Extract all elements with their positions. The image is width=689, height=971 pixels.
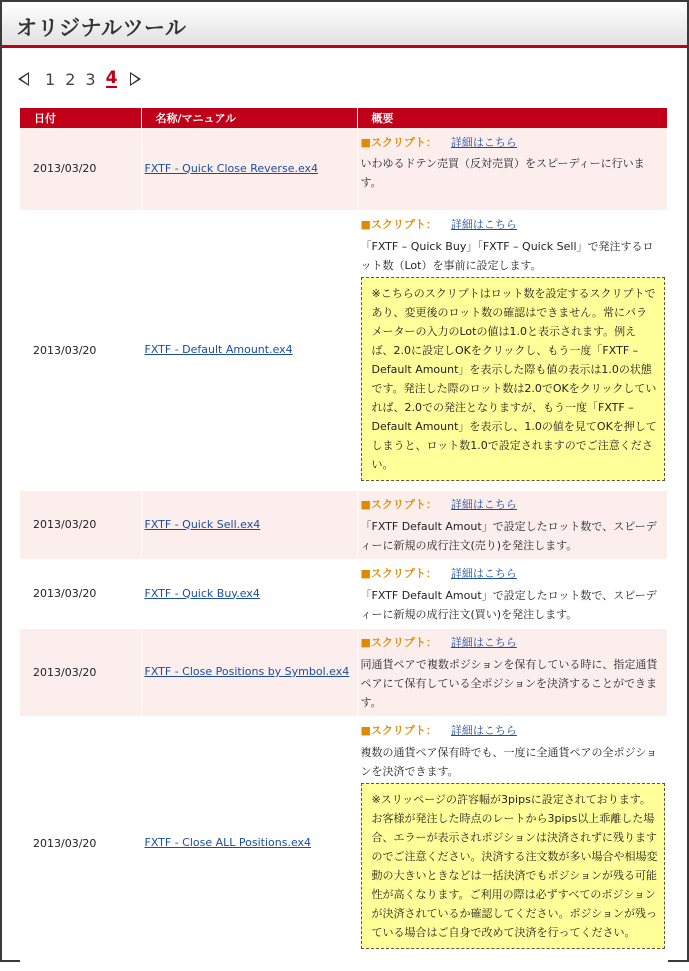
detail-link[interactable]: 詳細はこちら <box>450 636 517 649</box>
page-title: オリジナルツール <box>16 16 187 40</box>
row-date: 2013/03/20 <box>20 210 141 490</box>
pagination <box>18 68 141 90</box>
row-date: 2013/03/20 <box>20 559 141 628</box>
header-name: 名称/マニュアル <box>141 108 357 128</box>
detail-link[interactable]: 詳細はこちら <box>450 498 517 511</box>
page-link-1[interactable]: 1 <box>45 69 56 89</box>
row-date: 2013/03/20 <box>20 628 141 716</box>
current-page: 4 <box>105 68 118 88</box>
row-date: 2013/03/20 <box>20 490 141 559</box>
tool-name-link[interactable]: FXTF - Close Positions by Symbol.ex4 <box>144 665 350 678</box>
row-date: 2013/03/20 <box>20 716 141 970</box>
page-header <box>2 2 687 48</box>
script-label: ■スクリプト： <box>360 135 437 149</box>
row-description: 「FXTF – Quick Buy」「FXTF – Quick Sell」で発注するロット数（Lot）を事前に設定します。 <box>360 239 654 272</box>
detail-link[interactable]: 詳細はこちら <box>450 724 517 737</box>
row-summary <box>357 559 667 628</box>
caution-note: ※スリッページの許容幅が3pipsに設定されております。お客様が発注した時点のレートから3pips以上乖離した場合、エラーが表示されポジションは決済されずに残りますのでご注意ください。決済する注文数が多い場合や相場変動の大きいときなどは一括決済でもポジションが残る可能性が高くなります。ご利用の際は必ずすべてのポジションが決済されているか確認してください。ポジションが残っている場合はご自身で改めて決済を行ってください。 <box>361 783 665 949</box>
detail-link[interactable]: 詳細はこちら <box>450 218 517 231</box>
script-label: ■スクリプト： <box>360 218 437 231</box>
prev-page-icon[interactable] <box>18 72 29 86</box>
header-summary: 概要 <box>357 108 667 128</box>
page-link-2[interactable]: 2 <box>65 69 76 89</box>
table-row <box>20 716 667 970</box>
tool-name-link[interactable]: FXTF - Quick Sell.ex4 <box>144 517 261 531</box>
row-description: 「FXTF Default Amout」で設定したロット数で、スピーディーに新規の成行注文(売り)を発注します。 <box>360 519 657 552</box>
header-date: 日付 <box>20 108 141 128</box>
detail-link[interactable]: 詳細はこちら <box>450 567 517 580</box>
caution-note: ※こちらのスクリプトはロット数を設定するスクリプトであり、変更後のロット数の確認はできません。常にパラメーターの入力のLotの値は1.0と表示されます。例えば、2.0に設定しOKをクリックし、もう一度「FXTF – Default Amount」を表示した際も値の表示は1.0の状態です。発注した際のロット数は2.0でOKをクリックしていれば、2.0での発注となりますが、もう一度「FXTF – Default Amount」を表示し、1.0の値を見てOKを押してしまうと、ロット数1.0で設定されますのでご注意ください。 <box>361 277 665 481</box>
page-link-3[interactable]: 3 <box>85 69 96 89</box>
table-row <box>20 490 667 559</box>
table-row <box>20 559 667 628</box>
tools-table <box>20 108 668 971</box>
row-summary <box>357 490 667 559</box>
tool-name-link[interactable]: FXTF - Quick Close Reverse.ex4 <box>144 161 319 175</box>
row-description: 複数の通貨ペア保有時でも、一度に全通貨ペアの全ポジションを決済できます。 <box>360 745 658 778</box>
script-label: ■スクリプト： <box>360 567 437 580</box>
row-summary <box>357 128 667 210</box>
row-summary <box>357 210 667 490</box>
row-description: いわゆるドテン売買（反対売買）をスピーディーに行います。 <box>360 157 645 189</box>
row-description: 「FXTF Default Amout」で設定したロット数で、スピーディーに新規の成行注文(買い)を発注します。 <box>360 588 657 621</box>
row-date: 2013/03/20 <box>20 128 141 210</box>
tool-name-link[interactable]: FXTF - Quick Buy.ex4 <box>144 586 260 600</box>
script-label: ■スクリプト： <box>360 498 437 511</box>
table-row <box>20 210 667 490</box>
detail-link[interactable]: 詳細はこちら <box>450 135 517 149</box>
tool-name-link[interactable]: FXTF - Default Amount.ex4 <box>144 343 293 356</box>
row-summary <box>357 628 667 716</box>
script-label: ■スクリプト： <box>360 636 437 649</box>
table-row <box>20 128 667 210</box>
next-page-icon[interactable] <box>130 72 141 86</box>
table-row <box>20 628 667 716</box>
script-label: ■スクリプト： <box>360 724 437 737</box>
row-summary <box>357 716 667 970</box>
row-description: 同通貨ペアで複数ポジションを保有している時に、指定通貨ペアにて保有している全ポジションを決済することができます。 <box>360 657 658 709</box>
tool-name-link[interactable]: FXTF - Close ALL Positions.ex4 <box>144 836 312 849</box>
